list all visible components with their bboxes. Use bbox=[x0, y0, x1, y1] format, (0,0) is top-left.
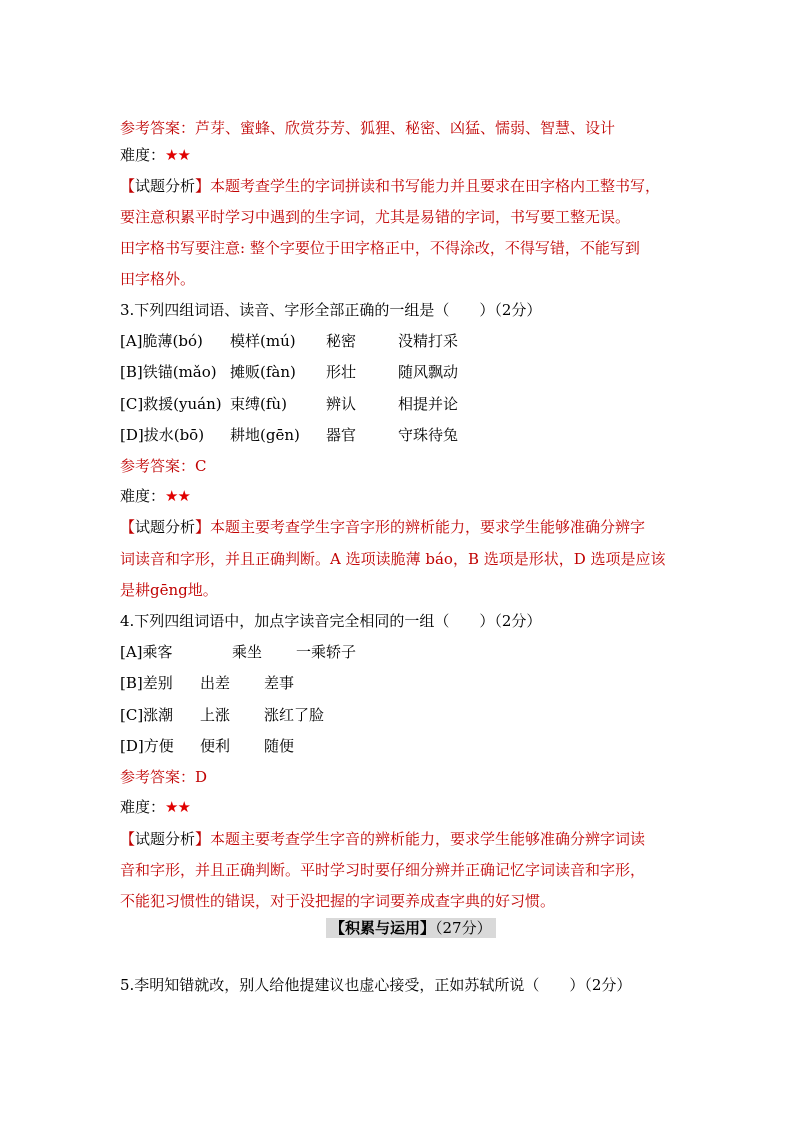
q4-option-c: [C]涨潮 上涨 涨红了脸 bbox=[120, 706, 325, 724]
q4-difficulty bbox=[120, 797, 190, 817]
q4-option-d: [D]方便 便利 随便 bbox=[120, 737, 295, 755]
q2-analysis-line-1: 【试题分析】本题考查学生的字词拼读和书写能力并且要求在田字格内工整书写， bbox=[120, 177, 661, 195]
analysis-tag: 试题分析 bbox=[135, 830, 196, 848]
q3-analysis-line-1: 【试题分析】本题主要考查学生字音字形的辨析能力，要求学生能够准确分辨字 bbox=[120, 518, 646, 536]
q4-option-a: [A]乘客 乘坐 一乘轿子 bbox=[120, 643, 357, 661]
q3-option-a: [A]脆薄(bó) 模样(mú) 秘密 没精打采 bbox=[120, 332, 459, 350]
q4-answer bbox=[120, 767, 207, 787]
difficulty-label: 难度： bbox=[120, 487, 166, 505]
difficulty-label: 难度： bbox=[120, 146, 166, 164]
q3-option-b: [B]铁锚(mǎo) 摊贩(fàn) 形壮 随风飘动 bbox=[120, 363, 459, 381]
q3-difficulty bbox=[120, 486, 190, 506]
q2-answer bbox=[120, 118, 615, 138]
analysis-tag: 试题分析 bbox=[135, 177, 196, 195]
difficulty-stars: ★★ bbox=[165, 798, 190, 816]
q4-question: 4.下列四组词语中，加点字读音完全相同的一组（ ）（2分） bbox=[120, 612, 542, 630]
answer-label: 参考答案： bbox=[120, 768, 196, 786]
q3-analysis-line-3: 是耕gēng地。 bbox=[120, 581, 218, 599]
q3-option-c: [C]救援(yuán) 束缚(fù) 辨认 相提并论 bbox=[120, 395, 459, 413]
q3-option-d: [D]拔水(bō) 耕地(gēn) 器官 守珠待兔 bbox=[120, 426, 459, 444]
section-header bbox=[326, 918, 496, 938]
q4-analysis-line-2: 音和字形，并且正确判断。平时学习时要仔细分辨并正确记忆字词读音和字形， bbox=[120, 861, 646, 879]
section-score: （27分） bbox=[435, 919, 492, 937]
q2-analysis-line-4: 田字格外。 bbox=[120, 270, 196, 288]
q3-question: 3.下列四组词语、读音、字形全部正确的一组是（ ）（2分） bbox=[120, 301, 542, 319]
q5-question: 5.李明知错就改，别人给他提建议也虚心接受，正如苏轼所说（ ）（2分） bbox=[120, 976, 632, 994]
answer-label: 参考答案： bbox=[120, 457, 196, 475]
difficulty-stars: ★★ bbox=[165, 146, 190, 164]
analysis-tag: 试题分析 bbox=[135, 518, 196, 536]
difficulty-stars: ★★ bbox=[165, 487, 190, 505]
answer-text: C bbox=[195, 457, 207, 475]
answer-text: D bbox=[195, 768, 208, 786]
q3-answer bbox=[120, 456, 207, 476]
q4-analysis-line-3: 不能犯习惯性的错误，对于没把握的字词要养成查字典的好习惯。 bbox=[120, 892, 556, 910]
section-title: 【积累与运用】 bbox=[330, 919, 436, 937]
difficulty-label: 难度： bbox=[120, 798, 166, 816]
q4-option-b: [B]差别 出差 差事 bbox=[120, 674, 295, 692]
q3-analysis-line-2: 词读音和字形，并且正确判断。A 选项读脆薄 báo，B 选项是形状，D 选项是应该 bbox=[120, 550, 666, 568]
q2-analysis-line-3: 田字格书写要注意: 整个字要位于田字格正中，不得涂改，不得写错，不能写到 bbox=[120, 239, 640, 257]
q4-analysis-line-1: 【试题分析】本题主要考查学生字音的辨析能力，要求学生能够准确分辨字词读 bbox=[120, 830, 646, 848]
answer-label: 参考答案： bbox=[120, 119, 196, 137]
q2-analysis-line-2: 要注意积累平时学习中遇到的生字词，尤其是易错的字词，书写要工整无误。 bbox=[120, 208, 631, 226]
q2-difficulty bbox=[120, 145, 190, 165]
answer-text: 芦芽、蜜蜂、欣赏芬芳、狐狸、秘密、凶猛、懦弱、智慧、设计 bbox=[195, 119, 616, 137]
